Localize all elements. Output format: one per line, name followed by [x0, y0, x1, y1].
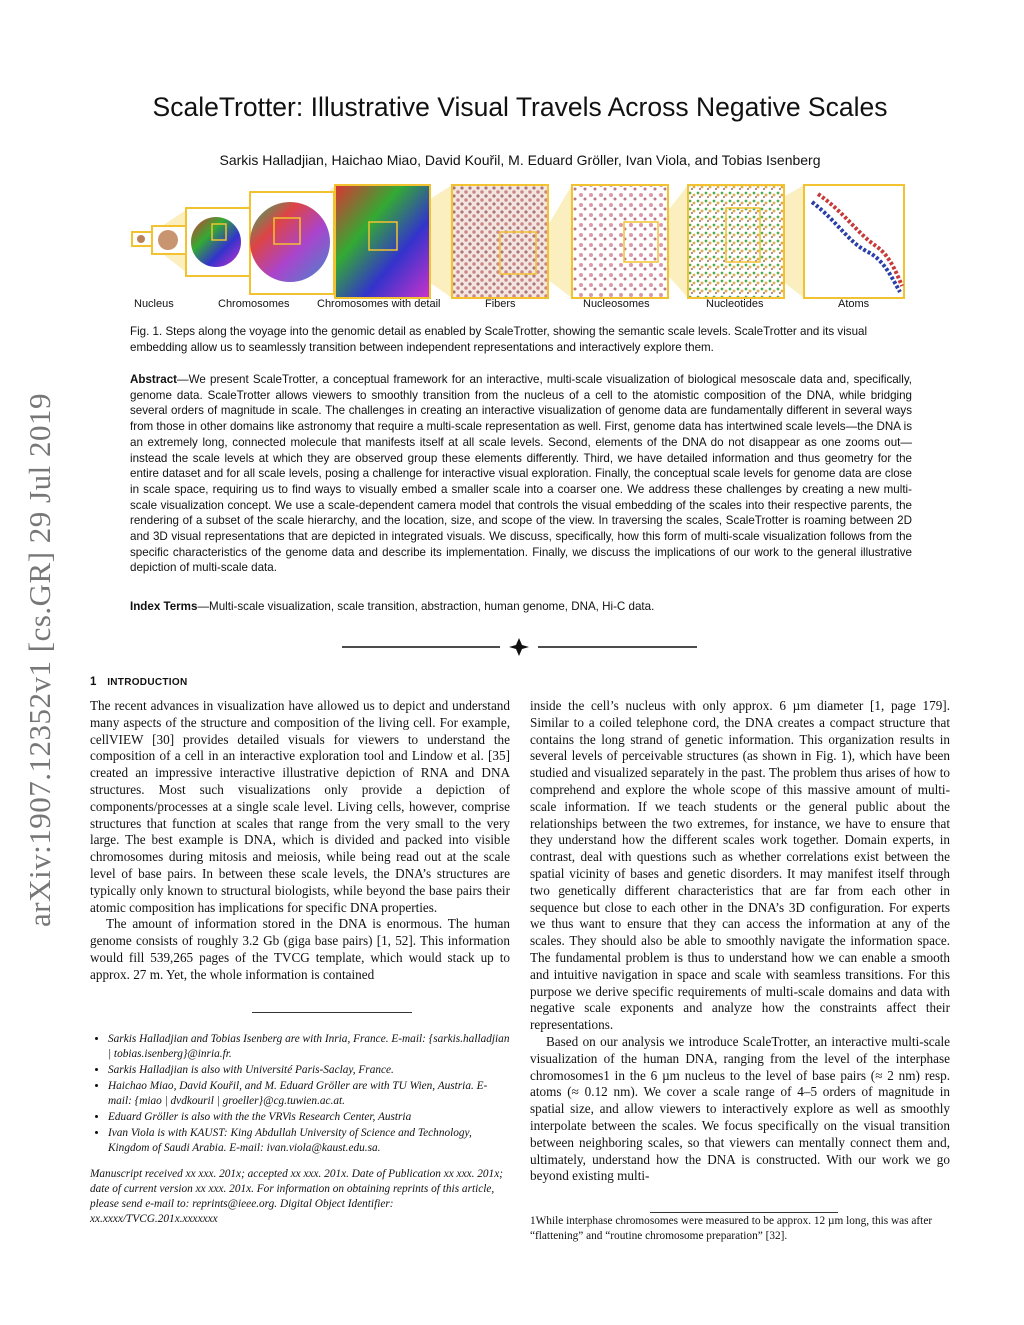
teaser-image-strip	[128, 182, 908, 300]
figure-caption: Fig. 1. Steps along the voyage into the genomic detail as enabled by ScaleTrotter, showing the semantic scale levels. ScaleTrotter and its visual embedding allow us to seamlessly transition between independent representations and interactively explore them.	[130, 325, 868, 354]
footnote-rule-right	[650, 1212, 838, 1213]
section-number: 1	[90, 676, 97, 688]
abstract-label: Abstract	[130, 373, 178, 386]
label-chromosomes-detail: Chromosomes with detail	[317, 298, 441, 310]
label-fibers: Fibers	[485, 298, 516, 310]
right-column	[530, 698, 950, 1185]
affiliation-item: • Haichao Miao, David Kouřil, and M. Eduard Gröller are with TU Wien, Austria. E-mail: {miao | dvdkouril | groeller}@cg.tuwien.ac.at.	[108, 1079, 510, 1109]
affiliation-item: • Eduard Gröller is also with the the VRVis Research Center, Austria	[108, 1110, 510, 1125]
left-column	[90, 698, 510, 984]
label-nucleus: Nucleus	[134, 298, 174, 310]
index-terms-text: —Multi-scale visualization, scale transition, abstraction, human genome, DNA, Hi-C data.	[197, 600, 655, 613]
affiliation-item: • Sarkis Halladjian and Tobias Isenberg are with Inria, France. E-mail: {sarkis.halladjian | tobias.isenberg}@inria.fr.	[108, 1032, 510, 1062]
author-affiliations	[90, 1032, 510, 1157]
teaser-labels	[128, 298, 908, 316]
label-chromosomes: Chromosomes	[218, 298, 290, 310]
index-terms-label: Index Terms	[130, 600, 198, 613]
affiliation-item: • Sarkis Halladjian is also with Université Paris-Saclay, France.	[108, 1063, 510, 1078]
abstract-text: —We present ScaleTrotter, a conceptual framework for an interactive, multi-scale visualization of biological mesoscale data and, specifically, genome data. ScaleTrotter allows viewers to smoothly transition from the nucleus of a cell to the atomistic composition of the DNA, while bridging several orders of magnitude in scale. The challenges in creating an interactive visualization of genome data are fundamentally different in several ways from those in other domains like astronomy that require a multi-scale representation as well. First, genome data has intertwined scale levels—the DNA is an extremely long, connected molecule that manifests itself at all scale levels. Second, elements of the DNA do not disappear as one zooms out—instead the scale levels at which they are observed group these elements differently. Third, we have detailed information and thus geometry for the entire dataset and for all scale levels, posing a challenge for interactive visual exploration. Finally, the conceptual scale levels for genome data are close in scale space, requiring us to find ways to visually embed a smaller scale into a coarser one. We address these challenges by creating a new multi-scale visualization concept. We use a scale-dependent camera model that controls the visual embedding of the scales into their respective parents, the rendering of a subset of the scale hierarchy, and the location, size, and scope of the view. In traversing the scales, ScaleTrotter is roaming between 2D and 3D visual representations that are depicted in integrated visuals. We discuss, specifically, how this form of multi-scale visualization follows from the specific characteristics of the genome data and describe its implementation. Finally, we discuss the implications of our work to the general illustrative depiction of multi-scale data.	[130, 373, 912, 575]
index-terms	[130, 600, 912, 613]
intro-paragraph-2: The amount of information stored in the DNA is enormous. The human genome consists of roughly 3.2 Gb (giga base pairs) [1, 52]. This information would fill 539,265 pages of the TVCG template, which would stack up to approx. 27 m. Yet, the whole information is contained	[90, 916, 510, 982]
section-title: INTRODUCTION	[107, 677, 188, 688]
label-nucleotides: Nucleotides	[706, 298, 764, 310]
arxiv-identifier	[10, 360, 70, 960]
abstract	[130, 372, 912, 576]
label-nucleosomes: Nucleosomes	[583, 298, 650, 310]
intro-paragraph-4: Based on our analysis we introduce ScaleTrotter, an interactive multi-scale visualization of the human DNA, ranging from the level of the interphase chromosomes1 in the 6 µm nucleus to the level of base pairs (≈ 2 nm) resp. atoms (≈ 0.12 nm). We cover a scale range of 4–5 orders of magnitude in spatial size, and allow viewers to interactively explore as well as smoothly interpolate between the scales. We focus specifically on the visual transition between neighboring scales, so that viewers can mentally connect them and, ultimately, understand how the DNA is constructed. With our work we go beyond existing multi-	[530, 1033, 950, 1184]
intro-paragraph-3: inside the cell’s nucleus with only approx. 6 µm diameter [1, page 179]. Similar to a coiled telephone cord, the DNA creates a compact structure that contains the long strand of genetic information. This organization results in several levels of perceivable structures (as shown in Fig. 1), which have been studied and visualized separately in the past. The problem thus arises of how to comprehend and explore the whole scope of this massive amount of multi-scale information. If we teach students or the general public about the relationships between the two extremes, for instance, we have to ensure that they understand how the different scales work together. Domain experts, in contrast, deal with questions such as whether correlations exist between the spatial vicinity of bases and genetic disorders. It may manifest itself through two genetically different characteristics that are far from each other in sequence but close to each other in the DNA’s 3D configuration. For experts we thus want to ensure that they can access the information at any of the scales. They should also be able to smoothly navigate the information space. The fundamental problem is thus to understand how we can enable a smooth and intuitive navigation in space and scale with seamless transitions. For this purpose we derive specific requirements of multi-scale domains and data with negative scale exponents and analyze how the constraints affect their representations.	[530, 698, 950, 1033]
section-heading	[90, 676, 187, 688]
paper-title: ScaleTrotter: Illustrative Visual Travels Across Negative Scales	[152, 92, 888, 122]
intro-paragraph-1: The recent advances in visualization have allowed us to depict and understand many aspects of the structure and composition of the living cell. For example, cellVIEW [30] provides detailed visuals for viewers to understand the composition of a cell in an interactive exploration tool and Lindow et al. [35] created an impressive interactive illustrative depiction of RNA and DNA structures. Most such visualizations only provide a depiction of components/processes at a single scale level. Living cells, however, comprise structures that function at scales that range from the very small to the very large. The best example is DNA, which is divided and packed into visible chromosomes during mitosis and meiosis, while being read out at the scale level of base pairs. In between these scale levels, the DNA’s structures are typically only known to structural biologists, while beyond the base pairs their atomic composition has implications for specific DNA properties.	[90, 698, 510, 915]
section-divider	[342, 636, 697, 658]
affiliation-item: • Ivan Viola is with KAUST: King Abdullah University of Science and Technology, Kingdom of Saudi Arabia. E-mail: ivan.viola@kaust.edu.sa.	[108, 1126, 510, 1156]
diamond-ornament-icon	[509, 638, 529, 656]
footnote-1: 1While interphase chromosomes were measured to be approx. 12 µm long, this was after “flattening” and “routine chromosome preparation” [32].	[530, 1215, 933, 1242]
author-list: Sarkis Halladjian, Haichao Miao, David Kouřil, M. Eduard Gröller, Ivan Viola, and Tobias Isenberg	[219, 152, 821, 168]
label-atoms: Atoms	[838, 298, 870, 310]
footnote-rule	[252, 1012, 412, 1013]
teaser-figure	[128, 182, 908, 317]
arxiv-id-text: arXiv:1907.12352v1 [cs.GR] 29 Jul 2019	[22, 393, 57, 927]
manuscript-info: Manuscript received xx xxx. 201x; accepted xx xxx. 201x. Date of Publication xx xxx. 201x; date of current version xx xxx. 201x. For information on obtaining reprints of this article, please send e-mail to: reprints@ieee.org. Digital Object Identifier: xx.xxxx/TVCG.201x.xxxxxxx	[90, 1168, 503, 1225]
